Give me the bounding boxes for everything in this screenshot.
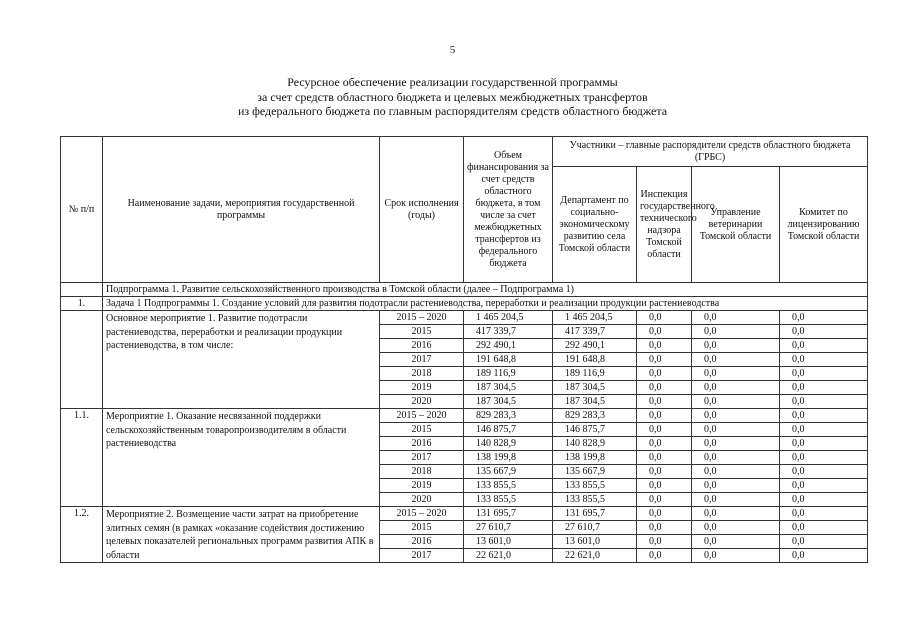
lic-cell: 0,0 (780, 535, 868, 549)
lic-cell: 0,0 (780, 437, 868, 451)
year-cell: 2018 (380, 465, 464, 479)
header-lic: Комитет по лицензированию Томской области (780, 167, 868, 283)
vet-cell: 0,0 (692, 409, 780, 423)
volume-cell: 13 601,0 (464, 535, 553, 549)
year-cell: 2019 (380, 381, 464, 395)
lic-cell: 0,0 (780, 507, 868, 521)
table-row (61, 507, 868, 521)
year-cell: 2015 – 2020 (380, 409, 464, 423)
item-name: Мероприятие 1. Оказание несвязанной поддержки сельскохозяйственным товаропроизводителям в области растениеводства (103, 409, 380, 507)
vet-cell: 0,0 (692, 521, 780, 535)
page-number: 5 (449, 44, 456, 56)
volume-cell: 135 667,9 (464, 465, 553, 479)
lic-cell: 0,0 (780, 395, 868, 409)
insp-cell: 0,0 (637, 465, 692, 479)
volume-cell: 187 304,5 (464, 395, 553, 409)
volume-cell: 131 695,7 (464, 507, 553, 521)
lic-cell: 0,0 (780, 409, 868, 423)
vet-cell: 0,0 (692, 325, 780, 339)
dept-cell: 27 610,7 (553, 521, 637, 535)
dept-cell: 135 667,9 (553, 465, 637, 479)
item-num (61, 311, 103, 409)
insp-cell: 0,0 (637, 395, 692, 409)
volume-cell: 138 199,8 (464, 451, 553, 465)
resource-table (60, 136, 868, 563)
item-num: 1.2. (61, 507, 103, 563)
insp-cell: 0,0 (637, 507, 692, 521)
insp-cell: 0,0 (637, 423, 692, 437)
volume-cell: 189 116,9 (464, 367, 553, 381)
vet-cell: 0,0 (692, 465, 780, 479)
year-cell: 2015 (380, 325, 464, 339)
insp-cell: 0,0 (637, 451, 692, 465)
header-vet: Управление ветеринарии Томской области (692, 167, 780, 283)
dept-cell: 13 601,0 (553, 535, 637, 549)
vet-cell: 0,0 (692, 367, 780, 381)
insp-cell: 0,0 (637, 409, 692, 423)
dept-cell: 189 116,9 (553, 367, 637, 381)
volume-cell: 187 304,5 (464, 381, 553, 395)
header-volume: Объем финансирования за счет средств областного бюджета, в том числе за счет межбюджетных трансфертов из федерального бюджета (464, 137, 553, 283)
lic-cell: 0,0 (780, 549, 868, 563)
dept-cell: 417 339,7 (553, 325, 637, 339)
dept-cell: 187 304,5 (553, 381, 637, 395)
volume-cell: 22 621,0 (464, 549, 553, 563)
item-num: 1.1. (61, 409, 103, 507)
vet-cell: 0,0 (692, 437, 780, 451)
lic-cell: 0,0 (780, 451, 868, 465)
dept-cell: 138 199,8 (553, 451, 637, 465)
vet-cell: 0,0 (692, 451, 780, 465)
table-row (61, 409, 868, 423)
header-grbs: Участники – главные распорядители средств областного бюджета (ГРБС) (553, 137, 868, 167)
volume-cell: 27 610,7 (464, 521, 553, 535)
vet-cell: 0,0 (692, 381, 780, 395)
item-name: Основное мероприятие 1. Развитие подотрасли растениеводства, переработки и реализации продукции растениеводства, в том числе: (103, 311, 380, 409)
lic-cell: 0,0 (780, 353, 868, 367)
header-dept: Департамент по социально-экономическому развитию села Томской области (553, 167, 637, 283)
lic-cell: 0,0 (780, 465, 868, 479)
lic-cell: 0,0 (780, 367, 868, 381)
task-num: 1. (61, 297, 103, 311)
year-cell: 2015 – 2020 (380, 311, 464, 325)
year-cell: 2018 (380, 367, 464, 381)
year-cell: 2017 (380, 549, 464, 563)
year-cell: 2016 (380, 339, 464, 353)
volume-cell: 292 490,1 (464, 339, 553, 353)
title-line-2: за счет средств областного бюджета и целевых межбюджетных трансфертов (257, 89, 648, 104)
insp-cell: 0,0 (637, 367, 692, 381)
vet-cell: 0,0 (692, 353, 780, 367)
dept-cell: 829 283,3 (553, 409, 637, 423)
year-cell: 2016 (380, 535, 464, 549)
year-cell: 2017 (380, 451, 464, 465)
volume-cell: 829 283,3 (464, 409, 553, 423)
insp-cell: 0,0 (637, 493, 692, 507)
vet-cell: 0,0 (692, 395, 780, 409)
table-row (61, 311, 868, 325)
dept-cell: 140 828,9 (553, 437, 637, 451)
volume-cell: 140 828,9 (464, 437, 553, 451)
header-insp: Инспекция государственного технического надзора Томской области (637, 167, 692, 283)
insp-cell: 0,0 (637, 535, 692, 549)
year-cell: 2019 (380, 479, 464, 493)
vet-cell: 0,0 (692, 479, 780, 493)
lic-cell: 0,0 (780, 423, 868, 437)
document-title (0, 75, 905, 119)
insp-cell: 0,0 (637, 549, 692, 563)
task-row (61, 297, 868, 311)
insp-cell: 0,0 (637, 521, 692, 535)
item-name: Мероприятие 2. Возмещение части затрат на приобретение элитных семян (в рамках «оказание содействия достижению целевых показателей региональных программ развития АПК в области (103, 507, 380, 563)
lic-cell: 0,0 (780, 325, 868, 339)
dept-cell: 131 695,7 (553, 507, 637, 521)
insp-cell: 0,0 (637, 311, 692, 325)
vet-cell: 0,0 (692, 493, 780, 507)
lic-cell: 0,0 (780, 493, 868, 507)
volume-cell: 191 648,8 (464, 353, 553, 367)
subprogram-num-cell (61, 283, 103, 297)
year-cell: 2020 (380, 395, 464, 409)
header-num: № п/п (61, 137, 103, 283)
dept-cell: 191 648,8 (553, 353, 637, 367)
vet-cell: 0,0 (692, 423, 780, 437)
insp-cell: 0,0 (637, 437, 692, 451)
lic-cell: 0,0 (780, 381, 868, 395)
vet-cell: 0,0 (692, 507, 780, 521)
year-cell: 2017 (380, 353, 464, 367)
insp-cell: 0,0 (637, 479, 692, 493)
dept-cell: 22 621,0 (553, 549, 637, 563)
dept-cell: 146 875,7 (553, 423, 637, 437)
year-cell: 2015 – 2020 (380, 507, 464, 521)
dept-cell: 133 855,5 (553, 479, 637, 493)
lic-cell: 0,0 (780, 479, 868, 493)
subprogram-title: Подпрограмма 1. Развитие сельскохозяйственного производства в Томской области (далее – Подпрограмма 1) (103, 283, 868, 297)
title-line-3: из федерального бюджета по главным распорядителям средств областного бюджета (237, 104, 668, 118)
year-cell: 2015 (380, 521, 464, 535)
title-line-1: Ресурсное обеспечение реализации государственной программы (287, 75, 618, 89)
insp-cell: 0,0 (637, 339, 692, 353)
task-title: Задача 1 Подпрограммы 1. Создание условий для развития подотрасли растениеводства, переработки и реализации продукции растениеводства (103, 297, 868, 311)
subprogram-row (61, 283, 868, 297)
dept-cell: 292 490,1 (553, 339, 637, 353)
vet-cell: 0,0 (692, 339, 780, 353)
insp-cell: 0,0 (637, 325, 692, 339)
vet-cell: 0,0 (692, 311, 780, 325)
dept-cell: 187 304,5 (553, 395, 637, 409)
volume-cell: 1 465 204,5 (464, 311, 553, 325)
volume-cell: 146 875,7 (464, 423, 553, 437)
lic-cell: 0,0 (780, 339, 868, 353)
dept-cell: 1 465 204,5 (553, 311, 637, 325)
volume-cell: 417 339,7 (464, 325, 553, 339)
header-name: Наименование задачи, мероприятия государственной программы (103, 137, 380, 283)
volume-cell: 133 855,5 (464, 479, 553, 493)
vet-cell: 0,0 (692, 549, 780, 563)
vet-cell: 0,0 (692, 535, 780, 549)
lic-cell: 0,0 (780, 521, 868, 535)
header-term: Срок исполнения (годы) (380, 137, 464, 283)
insp-cell: 0,0 (637, 381, 692, 395)
year-cell: 2020 (380, 493, 464, 507)
year-cell: 2015 (380, 423, 464, 437)
lic-cell: 0,0 (780, 311, 868, 325)
volume-cell: 133 855,5 (464, 493, 553, 507)
insp-cell: 0,0 (637, 353, 692, 367)
year-cell: 2016 (380, 437, 464, 451)
dept-cell: 133 855,5 (553, 493, 637, 507)
